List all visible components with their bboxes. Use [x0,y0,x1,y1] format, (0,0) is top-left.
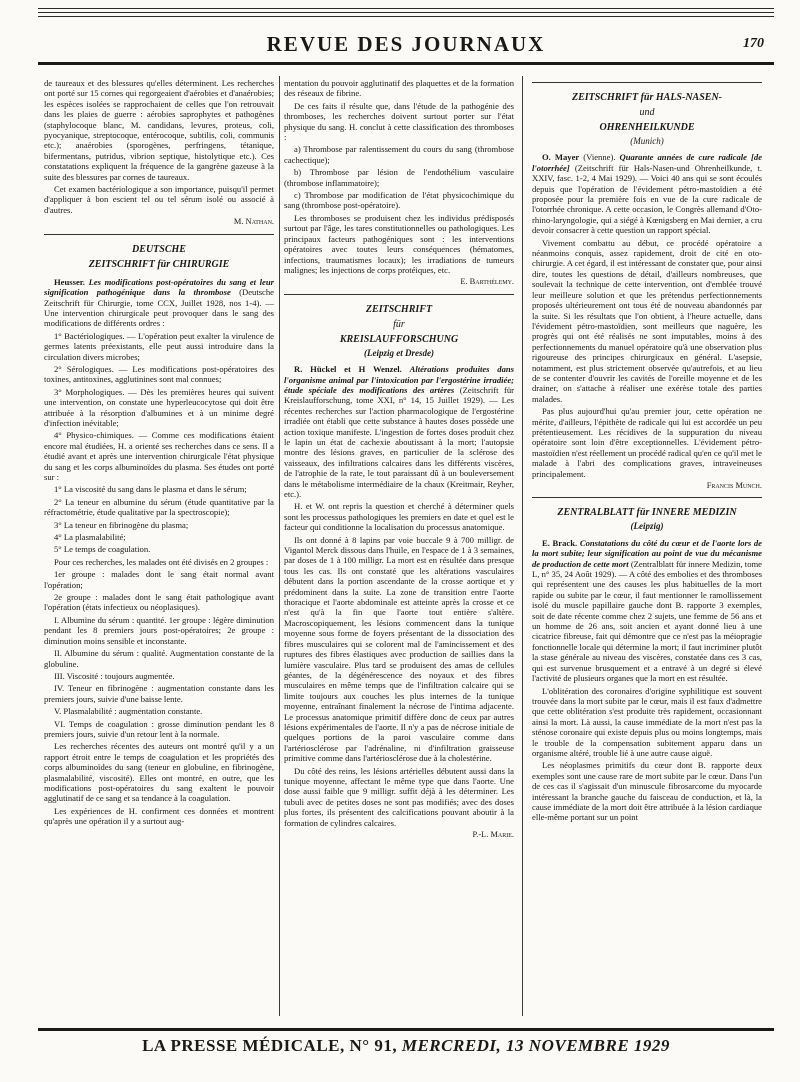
column-divider-1 [279,76,280,1016]
paragraph: Les expériences de H. confirment ces données et montrent qu'après une opération il y a surtout aug- [44,805,274,827]
journal-city: (Leipzig) [630,521,664,532]
paragraph: mentation du pouvoir agglutinatif des plaquettes et de la formation des réseaux de fibrine. [284,78,514,99]
author-signature: P.-L. Marie. [472,830,514,839]
list-item: VI. Temps de coagulation : grosse diminution pendant les 8 premiers jours, suivie d'un retour lent à la normale. [44,718,274,739]
list-item: 4° La plasmalabilité; [54,532,126,543]
article-author: O. Mayer [542,152,580,163]
list-item: I. Albumine du sérum : quantité. 1er groupe : légère diminution pendant les 8 premiers jours post-opératoires; 2e groupe : diminution moins sensible et inconstante. [44,614,274,646]
section-separator [532,82,762,83]
section-separator [284,294,514,295]
column-1 [44,78,274,1024]
journal-title: und [639,107,655,118]
list-item: III. Viscosité : toujours augmentée. [54,670,175,681]
article-title: Constatations du côté du cœur et de l'aorte lors de la mort subite; leur signification au point de vue du mécanisme de production de cette mort [532,537,762,569]
list-item: a) Thrombose par ralentissement du cours du sang (thrombose cachectique); [284,144,514,165]
journal-title: ZEITSCHRIFT für HALS-NASEN- [571,92,723,103]
journal-title: DEUTSCHE [132,243,186,255]
journal-city: (Leipzig et Dresde) [364,347,434,358]
list-item: 2° Sérologiques. — Les modifications post-opératoires des toxines, antitoxines, agglutinines sont mal connues; [44,363,274,385]
page-number: 170 [743,36,764,51]
column-divider-2 [522,76,523,1016]
header-rule-top [38,8,774,9]
article-reference: (Zentralblatt für innere Medizin, tome L, n° 35, 24 Août 1929). — A côté des embolies et des thromboses qui représentent une des causes les plus habituelles de la mort rapide ou subite par le cœur, il faut mentionner le ramollissement isolé du muscle papillaire gauche dont B. rapporte 3 exemples, soit de date récente comme chez 2 sujets, une femme de 56 ans et un homme de 26 ans, soit ancien et ayant donné lieu à une cicatrice fibreuse, fait qui démontre que ce n'est pas la méiopragie fonctionnelle locale qui détermine la mort; il faut incriminer plutôt la stase générale au niveau des viscères, constatée dans ces 3 cas, qui est survenue brusquement et a entravé à un degré si élevé l'activité de plusieurs organes que la mort en est résultée. [532,558,762,684]
article-paragraph [532,152,762,235]
header-rule-top-3 [38,16,774,17]
paragraph: Les néoplasmes primitifs du cœur dont B. rapporte deux exemples sont une cause rare de mort subite par le cœur. Dans l'un de ces cas il s'agissait d'un minuscule fibrosarcome du myocarde intéressant la branche gauche du faisceau de conduction, et là, la cause immédiate de la mort doit être attribuée à la lésion cardiaque elle-même portant sur un point [532,760,762,823]
paragraph: Les thromboses se produisent chez les individus prédisposés surtout par l'âge, les tares constitutionnelles ou pathologiques. Les principaux facteurs pathogéniques sont : les interventions opératoires avec toutes leurs conséquences (hématomes, infections, traumatismes locaux); les irradiations de tumeurs malignes; les injections de corps protéiques, etc. [284,212,514,275]
journal-title: ZENTRALBLATT für INNERE MEDIZIN [557,507,737,519]
article-title: Altérations produites dans l'organisme animal par l'intoxication par l'ergostérine irradiée; étude spéciale des modifications des artères [284,364,514,395]
paragraph: H. et W. ont repris la question et cherché à déterminer quels sont les processus pathologiques les premiers en date et quel est le facteur qui conditionne la localisation du processus anatomique. [284,501,514,533]
list-item: 3° La teneur en fibrinogène du plasma; [54,519,189,530]
article-paragraph [44,277,274,329]
article-title: Quarante années de cure radicale [de l'otorrhée] [532,152,762,173]
article-reference: (Zeitschrift für Kreislaufforschung, tome XXI, n° 14, 15 Juillet 1929). — Les récentes recherches sur l'action pharmacologique de l'ergostérine irradiée ont établi que cette substance à hautes doses possède une action toxique manifeste. L'ingestion de fortes doses produit chez le lapin un état de cachexie aboutissant à la mort; l'autopsie montre des lésions graves, en particulier de la sclérose des vaisseaux, des infiltrations calcaires dans les différents viscères, de l'atrophie de la rate, le tout paraissant dû à un bouleversement dans le métabolisme intermédiaire de la chaux (Kreitmair, Reyher, etc.). [284,384,514,499]
page-footer [38,1028,774,1068]
paragraph: Pas plus aujourd'hui qu'au premier jour, cette opération ne mérite, d'ailleurs, l'épithète de radicale qui lui est accordée un peu prétentieusement. Les récidives de la suppuration du niveau opératoire sont loin d'être exceptionnelles. L'évidement pétro-mastoïdien n'est réellement un procédé radical qu'en ce qu'il met le malade à l'abri des complications graves, intraveineuses principalement. [532,406,762,479]
footer-date: MERCREDI, 13 NOVEMBRE 1929 [401,1036,670,1055]
paragraph: Ils ont donné à 8 lapins par voie buccale 9 à 700 milligr. de Vigantol Merck dissous dans l'huile, en l'espace de 1 à 3 semaines, par doses de 1 à 100 milligr. La mort est en résultée dans presque tous les cas. Ils ont constaté que les altérations vasculaires débutent dans la portion ascendante de la crosse aortique et y prédominent dans la suite. La zone de transition entre l'aorte thoracique et l'aorte abdominale est atteinte après la crosse et ce n'est qu'à la fin que l'aorte tout entière s'altère. Macroscopiquement, les lésions commencent dans la tunique moyenne sous forme de foyers présentant de la dissociation des fibres musculaires qui se colorent mal de l'amincissement et des ruptures des fibres élastiques avec production de saillies dans la lumière vasculaire. Plus tard se produisent des amas de cellules géantes, de la dégénérescence des noyaux et des fibres musculaires en même temps que de l'infiltration calcaire qui se limite toujours aux couches les plus internes de la tunique moyenne, entraînant finalement la nécrose de l'intima adjacente. Le processus anatomique primitif diffère donc de ceux par autres lésions expérimentales de l'aorte. Il n'y a pas de nécrose initiale de quelques portions de la paroi vasculaire comme dans l'artériosclérose par l'adrénaline, ni d'infiltration graisseuse primitive comme dans l'artériosclérose due à la cholestérine. [284,534,514,764]
footer-journal: LA PRESSE MÉDICALE, N° 91, [142,1036,398,1055]
paragraph: Cet examen bactériologique a son importance, puisqu'il permet d'appliquer à bon escient tel ou tel sérum isolé ou associé à d'autres. [44,184,274,215]
article-reference: (Deutsche Zeitschrift für Chirurgie, tome CCX, Juillet 1928, nos 1-4). — Une intervention chirurgicale peut provoquer dans le sang des modifications de différents ordres : [44,287,274,329]
article-paragraph [284,364,514,499]
article-author: Heusser. [54,276,85,287]
paragraph: De ces faits il résulte que, dans l'étude de la pathogénie des thromboses, les recherches doivent surtout porter sur l'état physique du sang. H. conclut à cette classification des thromboses : [284,100,514,143]
article-reference: (Zeitschrift für Hals-Nasen-und Ohrenheilkunde, t. XXIV, fasc. 1-2, 4 Mai 1929). — Voici 40 ans qui se sont écoulés depuis que l'opération de l'évidement pétro-mastoïdien a été proposée pour la première fois en vue de la cure radicale de l'otorrhée chronique. A cette occasion, le Congrès allemand d'Oto-rhino-laryngologie, qui a siégé à Kœnigsberg en Mai dernier, a cru devoir consacrer à cette question un rapport spécial. [532,162,762,236]
footer-rule [38,1028,774,1031]
journal-title: für [393,318,405,330]
author-signature: M. Nathan. [233,217,274,227]
paragraph: Du côté des reins, les lésions artérielles débutent aussi dans la tunique moyenne, affectant le même type que dans l'aorte. Une dose aussi faible que 9 milligr. suffit déjà à les déterminer. Les tubuli avec de petites doses ne sont pas modifiés; avec des doses plus fortes, ils présentent des calcifications pouvant aboutir à la formation de cylindres calcaires. [284,765,514,828]
author-signature: E. Barthélemy. [460,277,514,287]
article-paragraph [532,538,762,684]
header-rule-top-2 [38,12,774,13]
list-item: 2e groupe : malades dont le sang était pathologique avant l'opération (états infectieux ou néoplasiques). [44,592,274,613]
paragraph: Les recherches récentes des auteurs ont montré qu'il y a un rapport étroit entre le temps de coagulation et les propriétés des corps albuminoïdes du sang (teneur en globuline, en fibrinogène, plasmalabilité, viscosité). Elles ont montré, en outre, que les modifications post-opératoires du sang exaltent le pouvoir agglutinatif de ce sang et sa tendance à la coagulation. [44,741,274,804]
journal-title: ZEITSCHRIFT [365,303,433,315]
list-item: V. Plasmalabilité : augmentation constante. [54,706,203,717]
journal-title: OHRENHEILKUNDE [599,122,695,133]
list-item: 4° Physico-chimiques. — Comme ces modifications étaient encore mal étudiées, H. a orienté ses recherches dans ce sens. Il a étudié avant et après une intervention chirurgicale l'état physique du sang et les corps albuminoïdes du plasma. Ses études ont porté sur : [44,430,274,482]
article-author: E. Brack. [542,537,578,548]
list-item: II. Albumine du sérum : qualité. Augmentation constante de la globuline. [44,648,274,669]
header-rule-bottom [38,62,774,65]
section-separator [532,497,762,498]
paragraph: Pour ces recherches, les malades ont été divisés en 2 groupes : [54,556,269,567]
article-author: R. Hückel et H Wenzel. [294,364,402,375]
list-item: 3° Morphologiques. — Dès les premières heures qui suivent une intervention, on constate une hyperleucocytose qui doit être attribuée à la résorption d'albumines et à un minime degré d'infection inévitable; [44,386,274,428]
list-item: b) Thrombose par lésion de l'endothélium vasculaire (thrombose inflammatoire); [284,167,514,188]
list-item: c) Thrombose par modification de l'état physicochimique du sang (thrombose post-opératoire). [284,190,514,211]
list-item: 2° La teneur en albumine du sérum (étude quantitative par la réfractométrie, étude qualitative par la spectroscopie); [44,496,274,518]
journal-title: KREISLAUFFORSCHUNG [339,333,459,345]
article-title: Les modifications post-opératoires du sang et leur signification pathogénique dans la thrombose [44,276,274,298]
paragraph: L'oblitération des coronaires d'origine syphilitique est souvent trouvée dans la mort subite par le cœur, mais il est faux d'admettre que cette oblitération s'est produite très rapidement, occasionnant ainsi la mort. Là aussi, la cause immédiate de la mort n'est pas la sténose coronaire qui existe depuis plus ou moins longtemps, mais le trouble de la compensation subitement apparu dans un organisme altéré, trouble lié à une autre cause aiguë. [532,685,762,758]
journal-city: (Munich) [630,136,664,146]
list-item: 1er groupe : malades dont le sang était normal avant l'opération; [44,569,274,590]
list-item: 5° Le temps de coagulation. [54,544,151,555]
header-title: REVUE DES JOURNAUX [266,32,546,56]
list-item: 1° La viscosité du sang dans le plasma et dans le sérum; [54,484,247,495]
column-3 [532,78,762,1024]
article-author-city: (Vienne). [583,152,616,163]
page-header [38,8,774,64]
paragraph: de taureaux et des blessures qu'elles déterminent. Les recherches ont porté sur 15 cornes qui regorgeaient d'aérobies et d'anaérobies; les espèces isolées se rapprochaient de celles que l'on retrouvait dans les plaies de guerre : aérobies saprophytes et pathogènes (staphylocoque blanc, M. candidans, levures, proteus, coli, pyocyanique, streptocoque, entérocoque, subtilis, coli, communis etc.); anaérobies (sporogènes, perfringens, tétanique, bifermentans, putridus, vibrion septique, histolytique etc.). Ces constatations expliquent la fréquence de la gangrène gazeuse à la suite des blessures par cornes de taureaux. [44,78,274,182]
list-item: 1° Bactériologiques. — L'opération peut exalter la virulence de germes latents préexistants, elle peut aussi introduire dans la circulation divers microbes; [44,330,274,362]
paragraph: Vivement combattu au début, ce procédé opératoire a néanmoins conquis, assez rapidement, droit de cité en oto-chirurgie. A cet égard, il est intéressant de constater que, pour ainsi dire, toutes les questions de détail, d'ailleurs nombreuses, que soulevait la technique de cette intervention, ont d'emblée trouvé leur meilleure solution et que les prétendus perfectionnements proposés ultérieurement ont tous été de nouveau abandonnés par la suite. Si les résultats que l'on obtient, à l'heure actuelle, dans l'évidement pétro-mastoïdien, sont meilleurs que naguère, les progrès qui ont été réalisés ne sont imputables, moins à des perfectionnements du manuel opératoire qu'à une observation plus rigoureuse des principes chirurgicaux en général. L'asepsie, notamment, est plus strictement observée qu'autrefois, et au lieu de se contenter d'ouvrir les cavités de l'oreille moyenne et de les drainer, on s'attache à réaliser une exérèse totale des parties malades. [532,237,762,404]
journal-title: ZEITSCHRIFT für CHIRURGIE [88,258,230,270]
list-item: IV. Teneur en fibrinogène : augmentation constante dans les premiers jours, suivie d'une baisse lente. [44,683,274,704]
footer-text [38,1036,774,1056]
author-signature: Francis Munch. [706,481,762,490]
column-2 [284,78,514,1024]
section-separator [44,234,274,235]
